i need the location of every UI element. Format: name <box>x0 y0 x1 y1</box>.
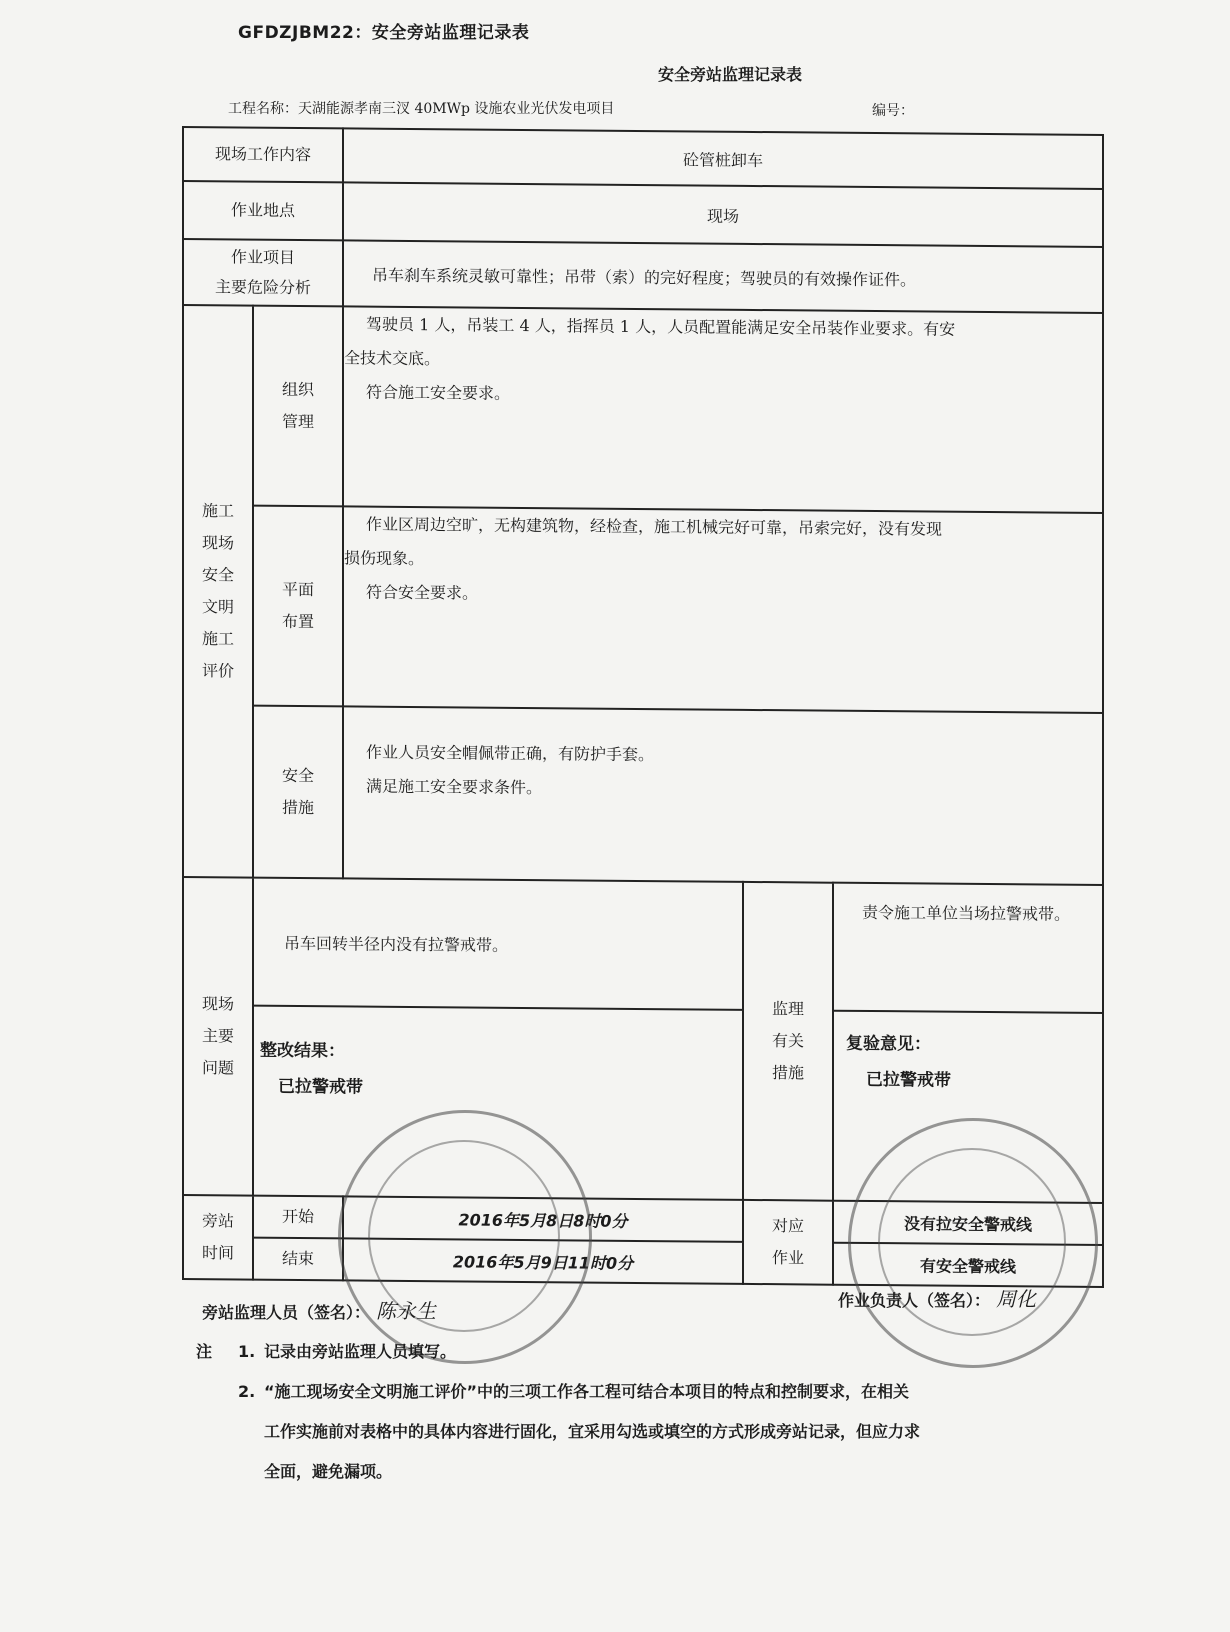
layout-text-2: 损伤现象。 <box>344 548 425 569</box>
record-table <box>182 126 1104 1288</box>
number-label: 编号： <box>872 103 914 119</box>
layout-text-3: 符合安全要求。 <box>366 582 479 603</box>
problems-label: 现场 主要 问题 <box>183 877 253 1196</box>
notes-head: 注 <box>196 1342 213 1361</box>
note-2-text-1: “施工现场安全文明施工评价”中的三项工作各工程可结合本项目的特点和控制要求，在相关 <box>264 1382 910 1401</box>
organization-text-2: 全技术交底。 <box>344 348 441 369</box>
notes-section <box>196 1332 1156 1492</box>
measures-label: 监理 有关 措施 <box>743 882 833 1201</box>
row-problem <box>183 877 1103 1013</box>
organization-text-3: 符合施工安全要求。 <box>366 382 511 403</box>
note-1-text: 记录由旁站监理人员填写。 <box>264 1342 457 1361</box>
responsible-label: 作业负责人（签名）： <box>838 1291 991 1310</box>
project-label: 工程名称： <box>228 101 298 117</box>
layout-content <box>343 506 1103 713</box>
safety-text-1: 作业人员安全帽佩带正确，有防护手套。 <box>366 742 655 765</box>
evaluation-group-label: 施工 现场 安全 文明 施工 评价 <box>183 305 253 878</box>
note-2-text-3: 全面，避免漏项。 <box>264 1462 393 1481</box>
safety-text-2: 满足施工安全要求条件。 <box>366 776 543 798</box>
safety-label: 安全 措施 <box>253 706 343 879</box>
row-work-content <box>183 127 1103 189</box>
corresponding-line2: 有安全警戒线 <box>833 1243 1103 1287</box>
corresponding-label: 对应 作业 <box>743 1200 833 1285</box>
note-2-number: 2. <box>238 1382 256 1401</box>
note-1-number: 1. <box>238 1342 256 1361</box>
note-2-text-2: 工作实施前对表格中的具体内容进行固化，宜采用勾选或填空的方式形成旁站记录，但应力求 <box>264 1422 921 1441</box>
end-label: 结束 <box>253 1238 343 1281</box>
location-label: 作业地点 <box>183 181 343 240</box>
organization-content <box>343 306 1103 513</box>
hazard-label-line2: 主要危险分析 <box>215 277 312 298</box>
organization-text-1: 驾驶员 1 人，吊装工 4 人，指挥员 1 人，人员配置能满足安全吊装作业要求。有安 <box>366 314 956 339</box>
problem-text: 吊车回转半径内没有拉警戒带。 <box>253 878 743 1010</box>
end-value: 2016年5月9日11时0分 <box>343 1238 743 1283</box>
responsible-signature: 周化 <box>996 1287 1037 1311</box>
hazard-value: 吊车刹车系统灵敏可靠性；吊带（索）的完好程度；驾驶员的有效操作证件。 <box>343 240 1103 313</box>
review-label: 复验意见： <box>846 1033 932 1055</box>
layout-label: 平面 布置 <box>253 506 343 707</box>
project-name: 天湖能源孝南三汊 40MWp 设施农业光伏发电项目 <box>298 101 615 117</box>
note-1 <box>196 1332 1156 1372</box>
measure-text: 责令施工单位当场拉警戒带。 <box>833 883 1103 1013</box>
row-organization <box>183 305 1103 513</box>
work-content-label: 现场工作内容 <box>183 127 343 182</box>
start-label: 开始 <box>253 1196 343 1239</box>
start-value: 2016年5月8日8时0分 <box>343 1196 743 1241</box>
project-line <box>228 98 614 118</box>
location-value: 现场 <box>343 182 1103 247</box>
row-location <box>183 181 1103 247</box>
work-content-value: 砼管桩卸车 <box>343 128 1103 189</box>
supervisor-signature-line <box>202 1295 436 1324</box>
layout-text-1: 作业区周边空旷，无构建筑物，经检查，施工机械完好可靠，吊索完好，没有发现 <box>366 514 943 539</box>
review-value: 已拉警戒带 <box>866 1069 952 1091</box>
safety-content <box>343 706 1103 885</box>
corresponding-line1: 没有拉安全警戒线 <box>833 1201 1103 1245</box>
supervisor-signature: 陈永生 <box>376 1299 437 1323</box>
row-layout <box>183 505 1103 713</box>
responsible-signature-line <box>838 1283 1036 1312</box>
row-hazard <box>183 239 1103 313</box>
hazard-label-line1: 作业项目 <box>231 247 296 267</box>
time-label: 旁站 时间 <box>183 1195 253 1280</box>
row-safety <box>183 705 1103 885</box>
document-code: GFDZJBM22：安全旁站监理记录表 <box>238 23 530 43</box>
organization-label: 组织 管理 <box>253 306 343 507</box>
supervisor-label: 旁站监理人员（签名）： <box>202 1303 371 1322</box>
document-title: 安全旁站监理记录表 <box>657 65 802 84</box>
note-2 <box>196 1372 1156 1412</box>
hazard-label <box>183 239 343 306</box>
rectify-label: 整改结果： <box>260 1040 345 1062</box>
rectify-value: 已拉警戒带 <box>278 1076 363 1098</box>
